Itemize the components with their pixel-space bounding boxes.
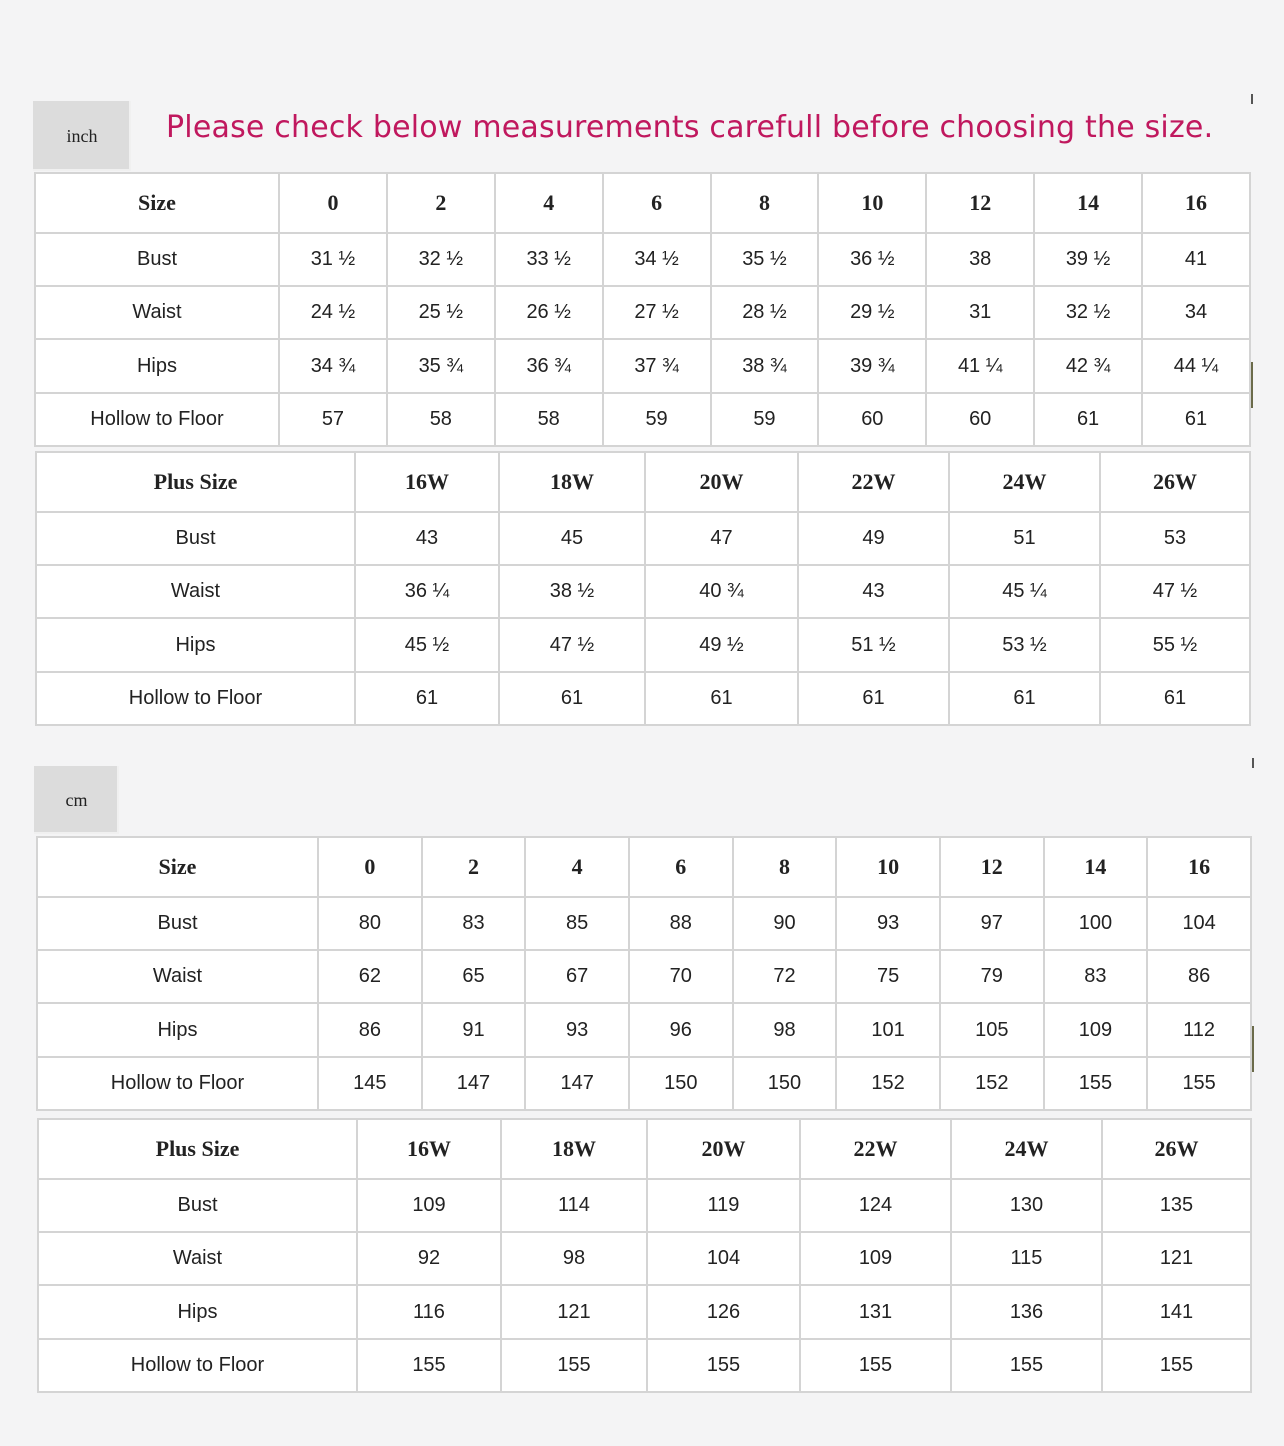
table-cell: 53 ½: [949, 618, 1100, 671]
table-cell: 51: [949, 512, 1100, 565]
size-header: 2: [422, 837, 526, 897]
table-cell: 58: [387, 393, 495, 446]
table-cell: 47: [645, 512, 798, 565]
table-cell: 104: [1147, 897, 1251, 950]
table-row: [38, 1232, 1251, 1285]
table-cell: 39 ¾: [818, 339, 926, 392]
table-cell: 58: [495, 393, 603, 446]
table-cell: 124: [800, 1179, 951, 1232]
table-row: [35, 286, 1250, 339]
table-cell: 155: [357, 1339, 501, 1392]
table-cell: 93: [836, 897, 940, 950]
size-header: 16: [1147, 837, 1251, 897]
table-cell: 44 ¼: [1142, 339, 1250, 392]
table-row: [37, 1003, 1251, 1056]
table-cell: 32 ½: [387, 233, 495, 286]
table-cell: 36 ½: [818, 233, 926, 286]
table-cell: 98: [733, 1003, 837, 1056]
table-cell: 34 ¾: [279, 339, 387, 392]
table-cell: 31: [926, 286, 1034, 339]
table-cell: 136: [951, 1285, 1102, 1338]
size-header: 0: [318, 837, 422, 897]
cm-tab: [34, 766, 119, 834]
table-header-row: [35, 173, 1250, 233]
table-header-row: [36, 452, 1250, 512]
table-cell: 39 ½: [1034, 233, 1142, 286]
table-cell: 31 ½: [279, 233, 387, 286]
table-cell: 100: [1044, 897, 1148, 950]
top-right-mark: [1251, 94, 1253, 104]
table-header-row: [37, 837, 1251, 897]
table-cell: 126: [647, 1285, 800, 1338]
table-cell: 97: [940, 897, 1044, 950]
table-cell: 25 ½: [387, 286, 495, 339]
table-cell: 80: [318, 897, 422, 950]
table-cell: 155: [951, 1339, 1102, 1392]
table-cell: 47 ½: [1100, 565, 1250, 618]
table-cell: 115: [951, 1232, 1102, 1285]
size-header: 6: [603, 173, 711, 233]
table-cell: 41 ¼: [926, 339, 1034, 392]
header-plus-size-label: Plus Size: [36, 452, 355, 512]
table-cell: 70: [629, 950, 733, 1003]
inch-tab-label: inch: [66, 125, 98, 146]
row-label: Waist: [37, 950, 318, 1003]
table-cell: 38 ¾: [711, 339, 819, 392]
table-cell: 61: [355, 672, 499, 725]
size-header: 24W: [949, 452, 1100, 512]
table-cell: 24 ½: [279, 286, 387, 339]
table-cell: 29 ½: [818, 286, 926, 339]
table-cell: 60: [818, 393, 926, 446]
table-cell: 155: [647, 1339, 800, 1392]
table-cell: 45 ½: [355, 618, 499, 671]
table-cell: 75: [836, 950, 940, 1003]
size-header: 12: [940, 837, 1044, 897]
size-header: 24W: [951, 1119, 1102, 1179]
size-header: 2: [387, 173, 495, 233]
table-cell: 33 ½: [495, 233, 603, 286]
top-right-mark: [1252, 758, 1254, 768]
table-cell: 40 ¾: [645, 565, 798, 618]
table-cell: 96: [629, 1003, 733, 1056]
table-cell: 85: [525, 897, 629, 950]
header-size-label: Size: [35, 173, 279, 233]
table-cell: 51 ½: [798, 618, 949, 671]
table-cell: 86: [1147, 950, 1251, 1003]
row-label: Waist: [38, 1232, 357, 1285]
table-cell: 88: [629, 897, 733, 950]
size-header: 10: [818, 173, 926, 233]
table-cell: 49 ½: [645, 618, 798, 671]
table-row: [35, 233, 1250, 286]
inch-plus-table: [35, 451, 1251, 726]
table-cell: 45: [499, 512, 645, 565]
size-header: 22W: [800, 1119, 951, 1179]
table-cell: 26 ½: [495, 286, 603, 339]
table-cell: 101: [836, 1003, 940, 1056]
size-header: 20W: [645, 452, 798, 512]
table-cell: 93: [525, 1003, 629, 1056]
size-header: 8: [711, 173, 819, 233]
row-label: Hips: [36, 618, 355, 671]
table-cell: 36 ¾: [495, 339, 603, 392]
table-cell: 130: [951, 1179, 1102, 1232]
table-cell: 121: [501, 1285, 647, 1338]
size-header: 26W: [1102, 1119, 1251, 1179]
table-cell: 72: [733, 950, 837, 1003]
table-row: [35, 339, 1250, 392]
size-header: 16W: [357, 1119, 501, 1179]
table-cell: 60: [926, 393, 1034, 446]
size-header: 12: [926, 173, 1034, 233]
row-label: Hips: [38, 1285, 357, 1338]
size-header: 16W: [355, 452, 499, 512]
cm-tab-label: cm: [65, 789, 88, 810]
table-cell: 61: [1034, 393, 1142, 446]
table-cell: 41: [1142, 233, 1250, 286]
table-row: [35, 393, 1250, 446]
table-cell: 155: [1044, 1057, 1148, 1110]
table-cell: 43: [355, 512, 499, 565]
table-cell: 28 ½: [711, 286, 819, 339]
table-cell: 61: [1142, 393, 1250, 446]
size-header: 26W: [1100, 452, 1250, 512]
table-cell: 90: [733, 897, 837, 950]
table-cell: 38: [926, 233, 1034, 286]
table-cell: 61: [949, 672, 1100, 725]
table-cell: 79: [940, 950, 1044, 1003]
header-plus-size-label: Plus Size: [38, 1119, 357, 1179]
table-cell: 47 ½: [499, 618, 645, 671]
table-row: [36, 618, 1250, 671]
table-cell: 61: [645, 672, 798, 725]
table-row: [36, 565, 1250, 618]
size-header: 0: [279, 173, 387, 233]
row-label: Hips: [37, 1003, 318, 1056]
table-cell: 34 ½: [603, 233, 711, 286]
size-header: 6: [629, 837, 733, 897]
table-cell: 92: [357, 1232, 501, 1285]
table-cell: 119: [647, 1179, 800, 1232]
row-label: Hollow to Floor: [35, 393, 279, 446]
table-cell: 37 ¾: [603, 339, 711, 392]
table-cell: 152: [940, 1057, 1044, 1110]
table-cell: 62: [318, 950, 422, 1003]
table-cell: 109: [1044, 1003, 1148, 1056]
size-header: 20W: [647, 1119, 800, 1179]
table-cell: 59: [603, 393, 711, 446]
table-cell: 150: [733, 1057, 837, 1110]
table-cell: 152: [836, 1057, 940, 1110]
table-cell: 61: [499, 672, 645, 725]
table-cell: 53: [1100, 512, 1250, 565]
table-cell: 43: [798, 565, 949, 618]
size-header: 4: [525, 837, 629, 897]
table-cell: 147: [525, 1057, 629, 1110]
table-cell: 145: [318, 1057, 422, 1110]
cm-standard-table: [36, 836, 1252, 1111]
size-header: 14: [1044, 837, 1148, 897]
edge-mark: [1252, 1026, 1254, 1072]
table-cell: 147: [422, 1057, 526, 1110]
table-cell: 135: [1102, 1179, 1251, 1232]
table-cell: 45 ¼: [949, 565, 1100, 618]
row-label: Bust: [36, 512, 355, 565]
table-cell: 42 ¾: [1034, 339, 1142, 392]
table-cell: 27 ½: [603, 286, 711, 339]
row-label: Waist: [36, 565, 355, 618]
size-header: 22W: [798, 452, 949, 512]
table-row: [36, 512, 1250, 565]
table-cell: 109: [800, 1232, 951, 1285]
table-cell: 131: [800, 1285, 951, 1338]
table-row: [36, 672, 1250, 725]
table-cell: 35 ½: [711, 233, 819, 286]
table-cell: 57: [279, 393, 387, 446]
table-cell: 98: [501, 1232, 647, 1285]
table-row: [38, 1179, 1251, 1232]
table-cell: 32 ½: [1034, 286, 1142, 339]
table-cell: 109: [357, 1179, 501, 1232]
table-cell: 121: [1102, 1232, 1251, 1285]
table-cell: 49: [798, 512, 949, 565]
row-label: Bust: [35, 233, 279, 286]
size-header: 10: [836, 837, 940, 897]
table-cell: 83: [422, 897, 526, 950]
size-header: 4: [495, 173, 603, 233]
table-cell: 34: [1142, 286, 1250, 339]
table-cell: 61: [1100, 672, 1250, 725]
row-label: Hollow to Floor: [37, 1057, 318, 1110]
edge-mark: [1251, 362, 1253, 408]
table-cell: 38 ½: [499, 565, 645, 618]
row-label: Hollow to Floor: [36, 672, 355, 725]
size-header: 16: [1142, 173, 1250, 233]
table-cell: 67: [525, 950, 629, 1003]
table-cell: 116: [357, 1285, 501, 1338]
header-size-label: Size: [37, 837, 318, 897]
table-cell: 36 ¼: [355, 565, 499, 618]
table-cell: 91: [422, 1003, 526, 1056]
table-cell: 114: [501, 1179, 647, 1232]
row-label: Bust: [38, 1179, 357, 1232]
table-cell: 35 ¾: [387, 339, 495, 392]
table-cell: 104: [647, 1232, 800, 1285]
table-cell: 155: [1102, 1339, 1251, 1392]
table-row: [38, 1285, 1251, 1338]
table-cell: 155: [501, 1339, 647, 1392]
size-header: 18W: [501, 1119, 647, 1179]
table-cell: 155: [800, 1339, 951, 1392]
table-cell: 83: [1044, 950, 1148, 1003]
table-cell: 141: [1102, 1285, 1251, 1338]
row-label: Waist: [35, 286, 279, 339]
measurement-notice: Please check below measurements carefull before choosing the size.: [166, 110, 1214, 145]
row-label: Bust: [37, 897, 318, 950]
table-row: [37, 897, 1251, 950]
table-cell: 59: [711, 393, 819, 446]
table-row: [38, 1339, 1251, 1392]
table-row: [37, 1057, 1251, 1110]
row-label: Hollow to Floor: [38, 1339, 357, 1392]
table-cell: 86: [318, 1003, 422, 1056]
table-cell: 155: [1147, 1057, 1251, 1110]
size-header: 8: [733, 837, 837, 897]
inch-tab: [33, 101, 131, 171]
size-header: 18W: [499, 452, 645, 512]
table-cell: 65: [422, 950, 526, 1003]
cm-plus-table: [37, 1118, 1252, 1393]
table-cell: 61: [798, 672, 949, 725]
inch-standard-table: [34, 172, 1251, 447]
size-header: 14: [1034, 173, 1142, 233]
table-cell: 150: [629, 1057, 733, 1110]
table-cell: 55 ½: [1100, 618, 1250, 671]
table-header-row: [38, 1119, 1251, 1179]
table-cell: 105: [940, 1003, 1044, 1056]
row-label: Hips: [35, 339, 279, 392]
table-cell: 112: [1147, 1003, 1251, 1056]
table-row: [37, 950, 1251, 1003]
